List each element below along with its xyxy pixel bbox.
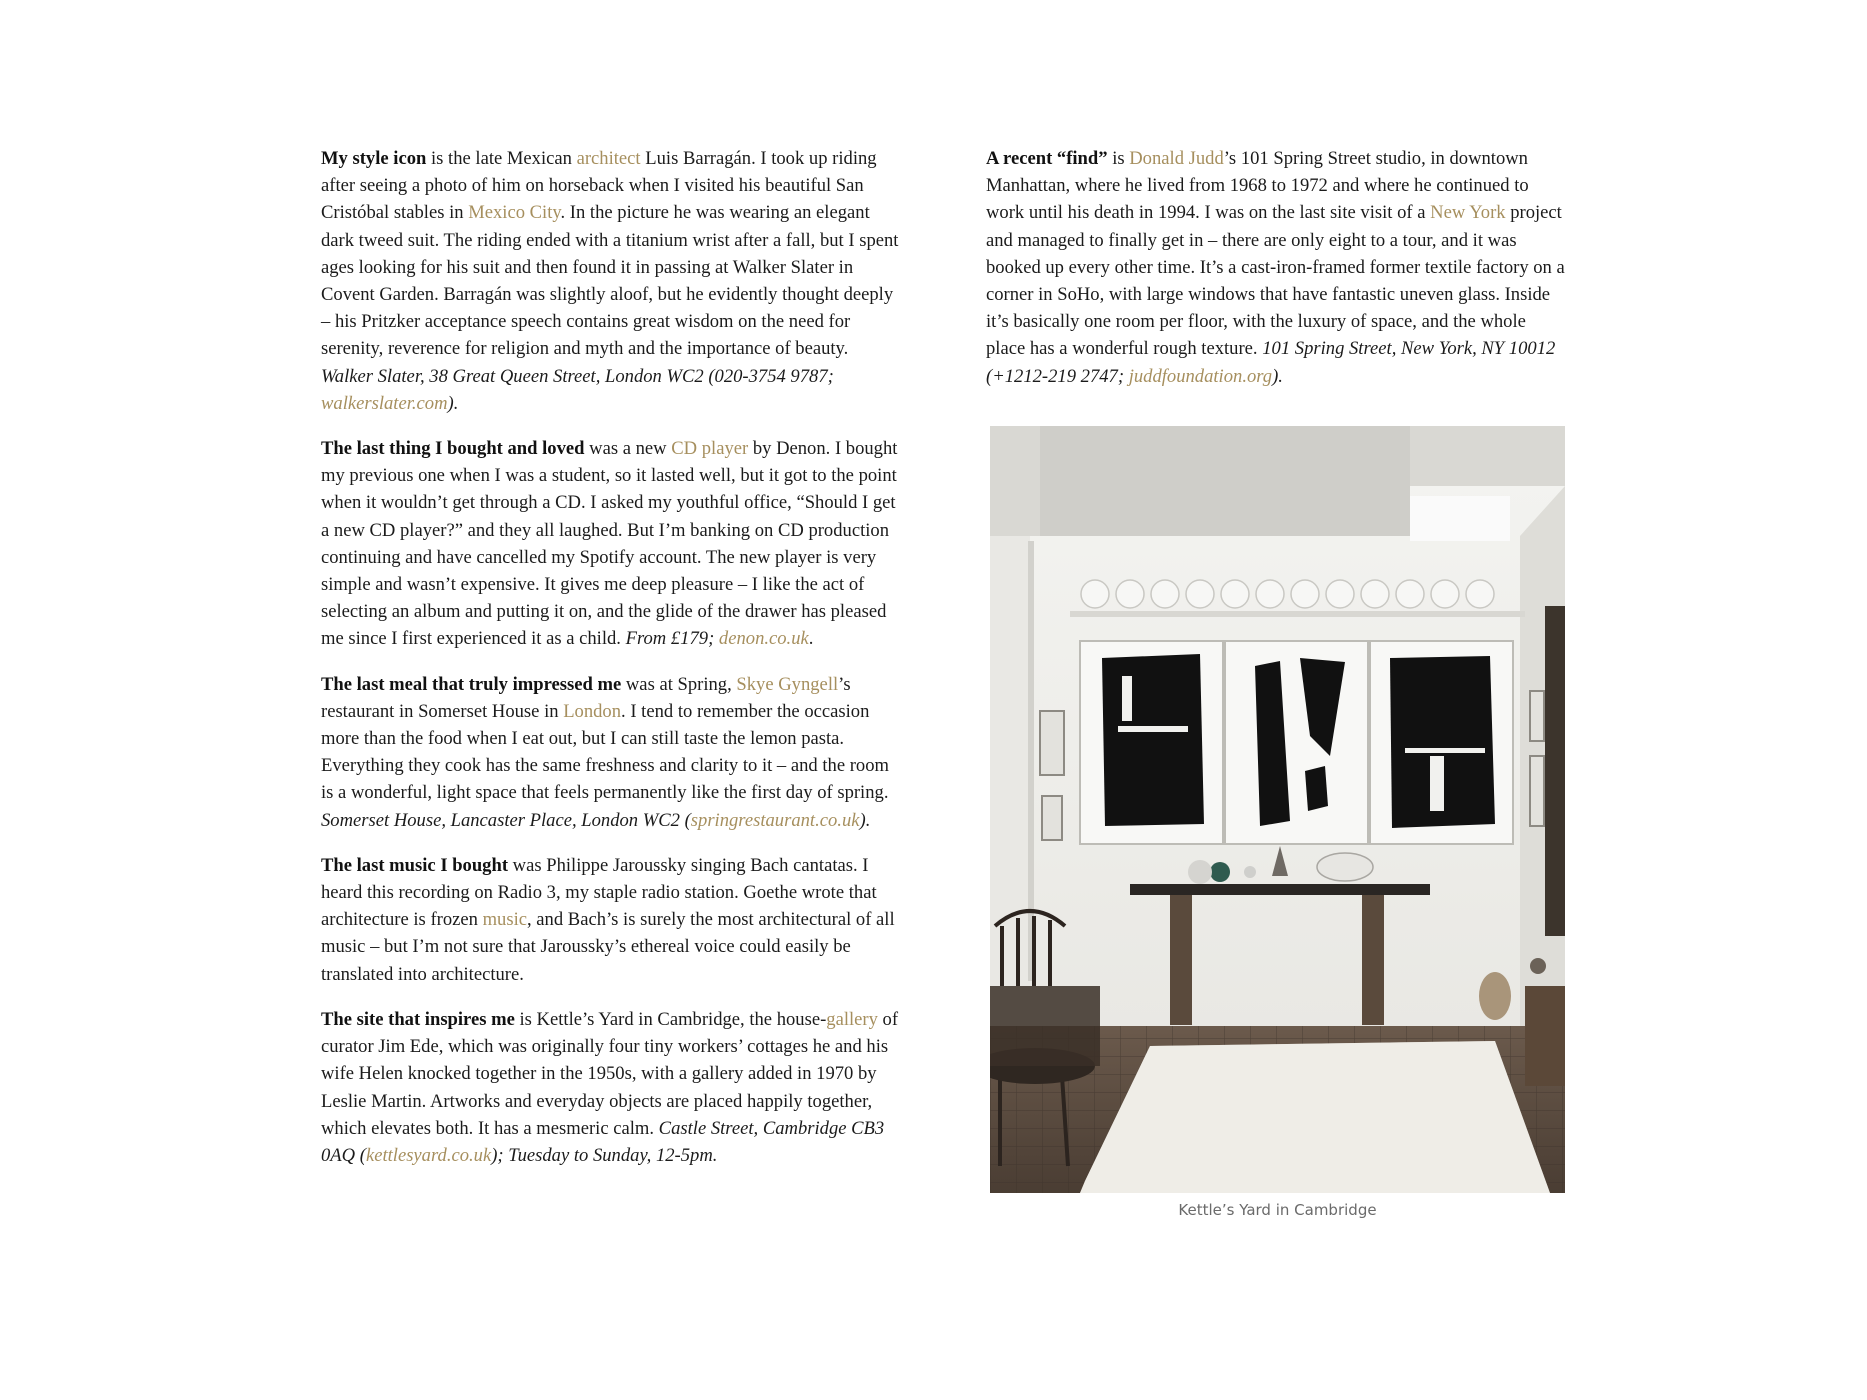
paragraph-last-meal bbox=[321, 671, 899, 834]
london-link[interactable]: London bbox=[563, 700, 622, 722]
address-text: 101 Spring Street, New York, NY 10012 (+1212-219 2747; bbox=[986, 338, 1556, 387]
body-text: , and Bach’s is surely the most architectural of all music – but I’m not sure that Jaroussky’s ethereal voice could easily be translated into architecture. bbox=[321, 909, 895, 985]
body-text: project and managed to finally get in – there are only eight to a tour, and it was booked up every other time. It’s a cast-iron-framed former textile factory on a corner in SoHo, with large windows that have fantastic uneven glass. Inside it’s basically one room per floor, with the luxury of space, and the whole place has a wonderful rough texture. bbox=[986, 202, 1565, 360]
body-text: of curator Jim Ede, which was originally four tiny workers’ cottages he and his wife Helen knocked together in the 1950s, with a gallery added in 1970 by Leslie Martin. Artworks and everyday objects are placed happily together, which elevates both. It has a mesmeric calm. bbox=[321, 1008, 899, 1139]
lead-heading: The site that inspires me bbox=[321, 1008, 515, 1030]
paragraph-recent-find bbox=[986, 145, 1566, 390]
architect-link[interactable]: architect bbox=[576, 148, 641, 169]
cd-player-link[interactable]: CD player bbox=[671, 438, 749, 460]
body-text: is the late Mexican bbox=[426, 148, 577, 169]
body-text: was a new bbox=[584, 438, 672, 460]
paragraph-last-bought bbox=[321, 435, 899, 653]
paragraph-last-music bbox=[321, 852, 899, 988]
left-column bbox=[321, 145, 899, 1187]
music-link[interactable]: music bbox=[482, 909, 527, 931]
address-text-end: ). bbox=[859, 809, 871, 831]
paragraph-site-inspires bbox=[321, 1006, 899, 1169]
body-text: is bbox=[1107, 148, 1130, 169]
lead-heading: The last meal that truly impressed me bbox=[321, 673, 622, 695]
body-text: was Philippe Jaroussky singing Bach cantatas. I heard this recording on Radio 3, my staple radio station. Goethe wrote that architecture is frozen bbox=[321, 854, 877, 931]
address-text: Walker Slater, 38 Great Queen Street, London WC2 (020-3754 9787; bbox=[321, 365, 834, 387]
body-text: Luis Barragán. I took up riding after seeing a photo of him on horseback when I visited his beautiful San Cristóbal stables in bbox=[321, 148, 877, 224]
body-text: is Kettle’s Yard in Cambridge, the house- bbox=[514, 1008, 827, 1030]
address-text: Somerset House, Lancaster Place, London WC2 ( bbox=[321, 809, 691, 831]
body-text: was at Spring, bbox=[621, 673, 737, 695]
lead-heading: The last music I bought bbox=[321, 854, 509, 876]
body-text: . In the picture he was wearing an elegant dark tweed suit. The riding ended with a titanium wrist after a fall, but I spent ages looking for his suit and then found it in passing at Walker Slater in Covent Garden. Barragán was slightly aloof, but he evidently thought deeply – his Pritzker acceptance speech contains great wisdom on the need for serenity, reverence for religion and myth and the importance of beauty. bbox=[321, 202, 899, 360]
body-text: by Denon. I bought my previous one when I was a student, so it lasted well, but it got to the point when it wouldn’t get through a CD. I asked my youthful office, “Should I get a new CD player?” and they all laughed. But I’m banking on CD production continuing and have cancelled my Spotify account. The new player is very simple and wasn’t expensive. It gives me deep pleasure – I like the act of selecting an album and putting it on, and the glide of the drawer has pleased me since I first experienced it as a child. bbox=[321, 438, 898, 650]
paragraph-style-icon bbox=[321, 145, 899, 417]
price-text: From £179; bbox=[625, 628, 719, 650]
body-text-end: . bbox=[808, 628, 814, 650]
lead-heading: The last thing I bought and loved bbox=[321, 438, 585, 460]
gallery-link[interactable]: gallery bbox=[826, 1008, 878, 1030]
lead-heading: My style icon bbox=[321, 148, 427, 169]
kettles-yard-photo bbox=[990, 426, 1565, 1193]
kettlesyard-link[interactable]: kettlesyard.co.uk bbox=[365, 1144, 492, 1166]
room-illustration bbox=[990, 426, 1565, 1193]
address-text-end: ); Tuesday to Sunday, 12-5pm. bbox=[491, 1144, 718, 1166]
new-york-link[interactable]: New York bbox=[1430, 202, 1506, 224]
juddfoundation-link[interactable]: juddfoundation.org bbox=[1128, 365, 1273, 387]
donald-judd-link[interactable]: Donald Judd bbox=[1129, 148, 1224, 169]
address-text-end: ). bbox=[447, 392, 459, 414]
address-text: Castle Street, Cambridge CB3 0AQ ( bbox=[321, 1117, 885, 1166]
body-text: ’s 101 Spring Street studio, in downtown Manhattan, where he lived from 1968 to 1972 and where he continued to work until his death in 1994. I was on the last site visit of a bbox=[986, 148, 1529, 224]
mexico-city-link[interactable]: Mexico City bbox=[468, 202, 561, 224]
walkerslater-link[interactable]: walkerslater.com bbox=[321, 392, 448, 414]
photo-caption: Kettle’s Yard in Cambridge bbox=[1178, 1201, 1377, 1219]
right-column bbox=[986, 145, 1566, 408]
body-text: . I tend to remember the occasion more than the food when I eat out, but I can still taste the lemon pasta. Everything they cook has the same freshness and clarity to it – and the room is a wonderful, light space that feels permanently like the first day of spring. bbox=[321, 700, 889, 804]
skye-gyngell-link[interactable]: Skye Gyngell bbox=[736, 673, 839, 695]
lead-heading: A recent “find” bbox=[986, 148, 1108, 169]
denon-link[interactable]: denon.co.uk bbox=[718, 628, 809, 650]
springrestaurant-link[interactable]: springrestaurant.co.uk bbox=[690, 809, 860, 831]
address-text-end: ). bbox=[1272, 365, 1283, 387]
body-text: ’s restaurant in Somerset House in bbox=[321, 673, 851, 722]
